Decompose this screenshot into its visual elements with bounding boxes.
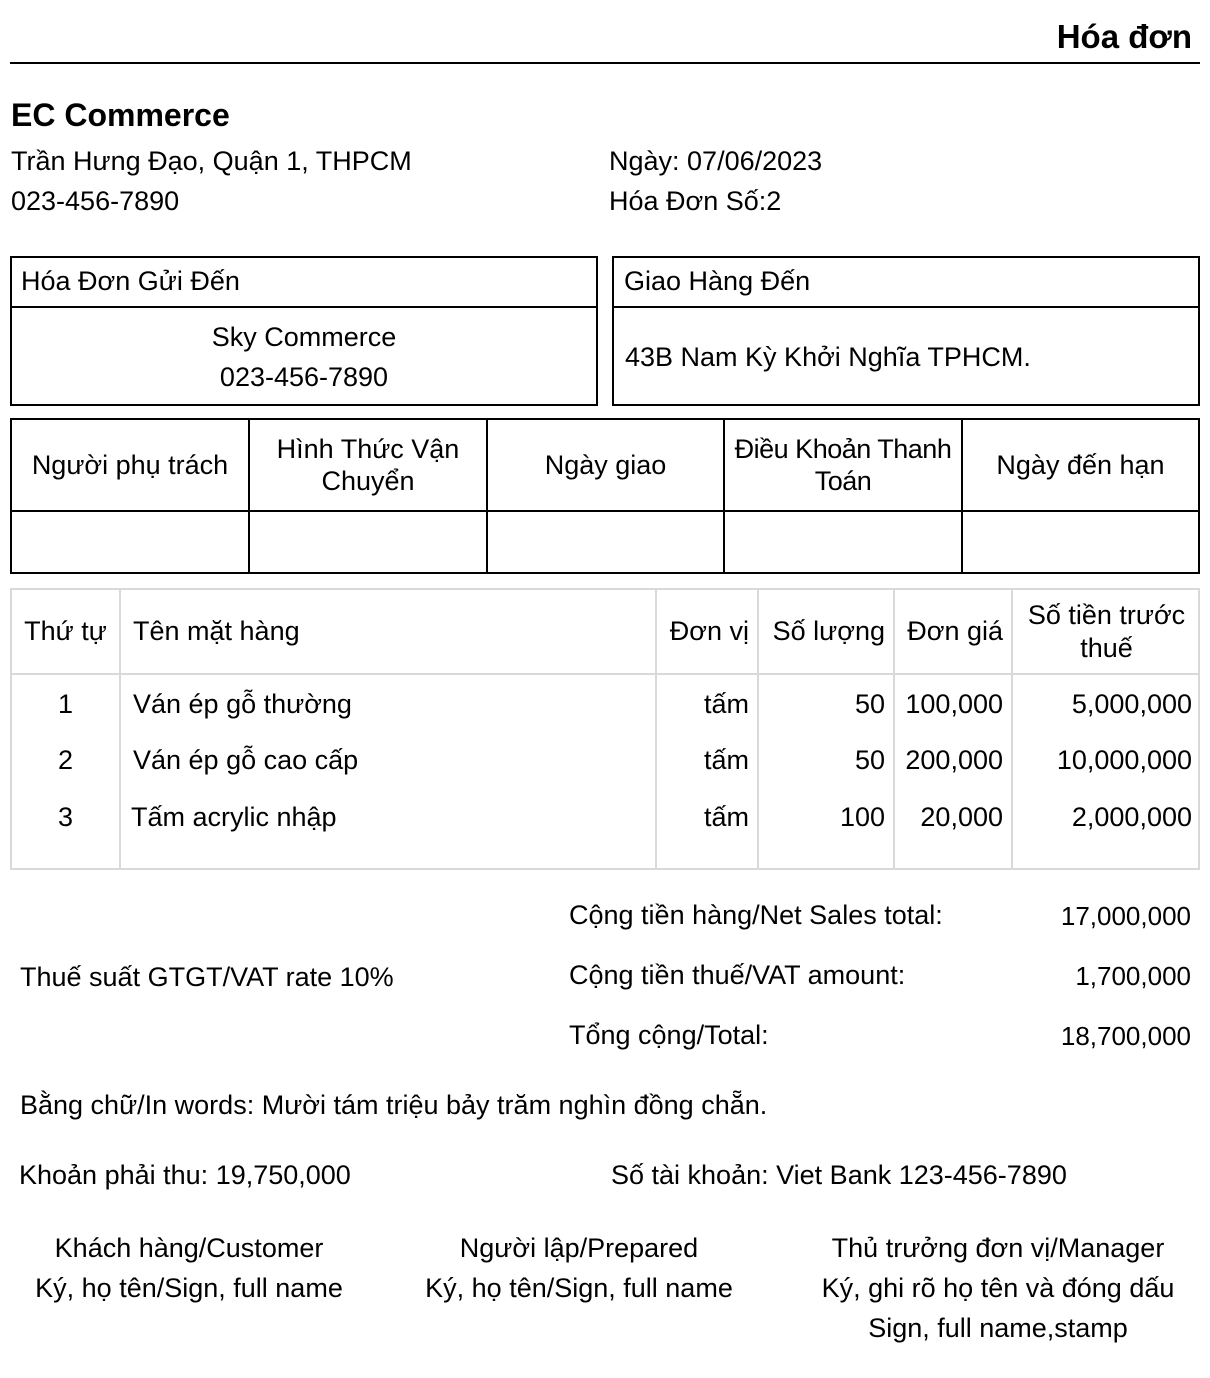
line-items-table (10, 588, 1200, 870)
bank-account-line (611, 1160, 1067, 1191)
company-name: EC Commerce (11, 97, 230, 133)
signature-manager-title: Thủ trưởng đơn vị/Manager (831, 1233, 1165, 1263)
header-shipping-method: Hình Thức Vận Chuyển (276, 433, 460, 496)
col-header-amount: Số tiền trước thuế (1027, 600, 1186, 663)
col-header-no: Thứ tự (24, 616, 107, 647)
row-1-unit-price: 100,000 (905, 688, 1003, 719)
bill-to-phone: 023-456-7890 (219, 362, 389, 392)
col-header-item-name: Tên mặt hàng (133, 616, 300, 647)
receivable-label: Khoản phải thu: (19, 1160, 209, 1190)
vat-rate-label: Thuế suất GTGT/VAT rate 10% (20, 962, 394, 992)
row-2-quantity: 50 (854, 744, 885, 775)
signature-customer-title: Khách hàng/Customer (54, 1233, 324, 1263)
order-info-table (10, 418, 1200, 574)
value-payment-terms (725, 512, 961, 572)
row-1-no: 1 (57, 688, 74, 719)
row-3-amount: 2,000,000 (1071, 801, 1192, 832)
row-3-unit-price: 20,000 (920, 801, 1003, 832)
col-header-unit: Đơn vị (669, 616, 749, 647)
value-delivery-date (488, 512, 723, 572)
receivable-value: 19,750,000 (215, 1160, 351, 1190)
in-words-value: Mười tám triệu bảy trăm nghìn đồng chẵn. (261, 1090, 768, 1120)
bill-to-heading: Hóa Đơn Gửi Đến (21, 266, 240, 296)
signature-prepared-title: Người lập/Prepared (459, 1233, 699, 1263)
ship-to-address: 43B Nam Kỳ Khởi Nghĩa TPHCM. (625, 342, 1031, 372)
row-1-amount: 5,000,000 (1071, 688, 1192, 719)
header-delivery-date: Ngày giao (544, 449, 667, 480)
row-1-unit: tấm (703, 688, 749, 719)
col-header-quantity: Số lượng (772, 616, 885, 647)
ship-to-heading: Giao Hàng Đến (624, 266, 811, 296)
bill-to-box (10, 256, 598, 406)
row-2-unit-price: 200,000 (905, 744, 1003, 775)
receivable-line (19, 1160, 351, 1191)
header-salesperson: Người phụ trách (31, 449, 229, 480)
row-1-item-name: Ván ép gỗ thường (133, 688, 352, 719)
row-1-quantity: 50 (854, 688, 885, 719)
grand-total-value: 18,700,000 (1060, 1021, 1191, 1051)
signature-customer-line1: Ký, họ tên/Sign, full name (35, 1273, 343, 1303)
row-2-unit: tấm (703, 744, 749, 775)
row-2-item-name: Ván ép gỗ cao cấp (133, 744, 359, 775)
row-2-no: 2 (57, 744, 74, 775)
invoice-number: Hóa Đơn Số:2 (609, 186, 782, 216)
row-3-item-name: Tấm acrylic nhập (131, 801, 337, 832)
signature-customer (4, 1228, 374, 1308)
row-2-amount: 10,000,000 (1056, 744, 1192, 775)
document-title: Hóa đơn (1056, 18, 1192, 55)
row-3-quantity: 100 (839, 801, 885, 832)
bank-account-label: Số tài khoản: (611, 1160, 769, 1190)
signature-manager (800, 1228, 1196, 1348)
signature-manager-line2: Sign, full name,stamp (868, 1313, 1128, 1343)
grand-total-label: Tổng cộng/Total: (569, 1020, 769, 1050)
value-salesperson (12, 512, 248, 572)
amount-in-words (20, 1090, 767, 1121)
value-shipping-method (250, 512, 486, 572)
header-payment-terms: Điều Khoản Thanh Toán (734, 433, 952, 496)
row-3-no: 3 (57, 801, 74, 832)
signature-prepared-line1: Ký, họ tên/Sign, full name (425, 1273, 733, 1303)
vat-amount-value: 1,700,000 (1075, 961, 1191, 991)
net-total-label: Cộng tiền hàng/Net Sales total: (569, 900, 943, 930)
invoice-date: Ngày: 07/06/2023 (609, 146, 823, 176)
signature-manager-line1: Ký, ghi rõ họ tên và đóng dấu (821, 1273, 1175, 1303)
vat-amount-label: Cộng tiền thuế/VAT amount: (569, 960, 906, 990)
header-due-date: Ngày đến hạn (996, 449, 1165, 480)
value-due-date (963, 512, 1198, 572)
header-divider (10, 62, 1200, 64)
col-header-unit-price: Đơn giá (907, 616, 1003, 647)
company-address: Trần Hưng Đạo, Quận 1, THPCM (11, 146, 412, 176)
bank-account-value: Viet Bank 123-456-7890 (776, 1160, 1067, 1190)
row-3-unit: tấm (703, 801, 749, 832)
in-words-label: Bằng chữ/In words: (20, 1090, 255, 1120)
ship-to-box (612, 256, 1200, 406)
company-phone: 023-456-7890 (11, 186, 180, 216)
signature-prepared (394, 1228, 764, 1308)
bill-to-name: Sky Commerce (211, 322, 397, 352)
net-total-value: 17,000,000 (1060, 901, 1191, 931)
